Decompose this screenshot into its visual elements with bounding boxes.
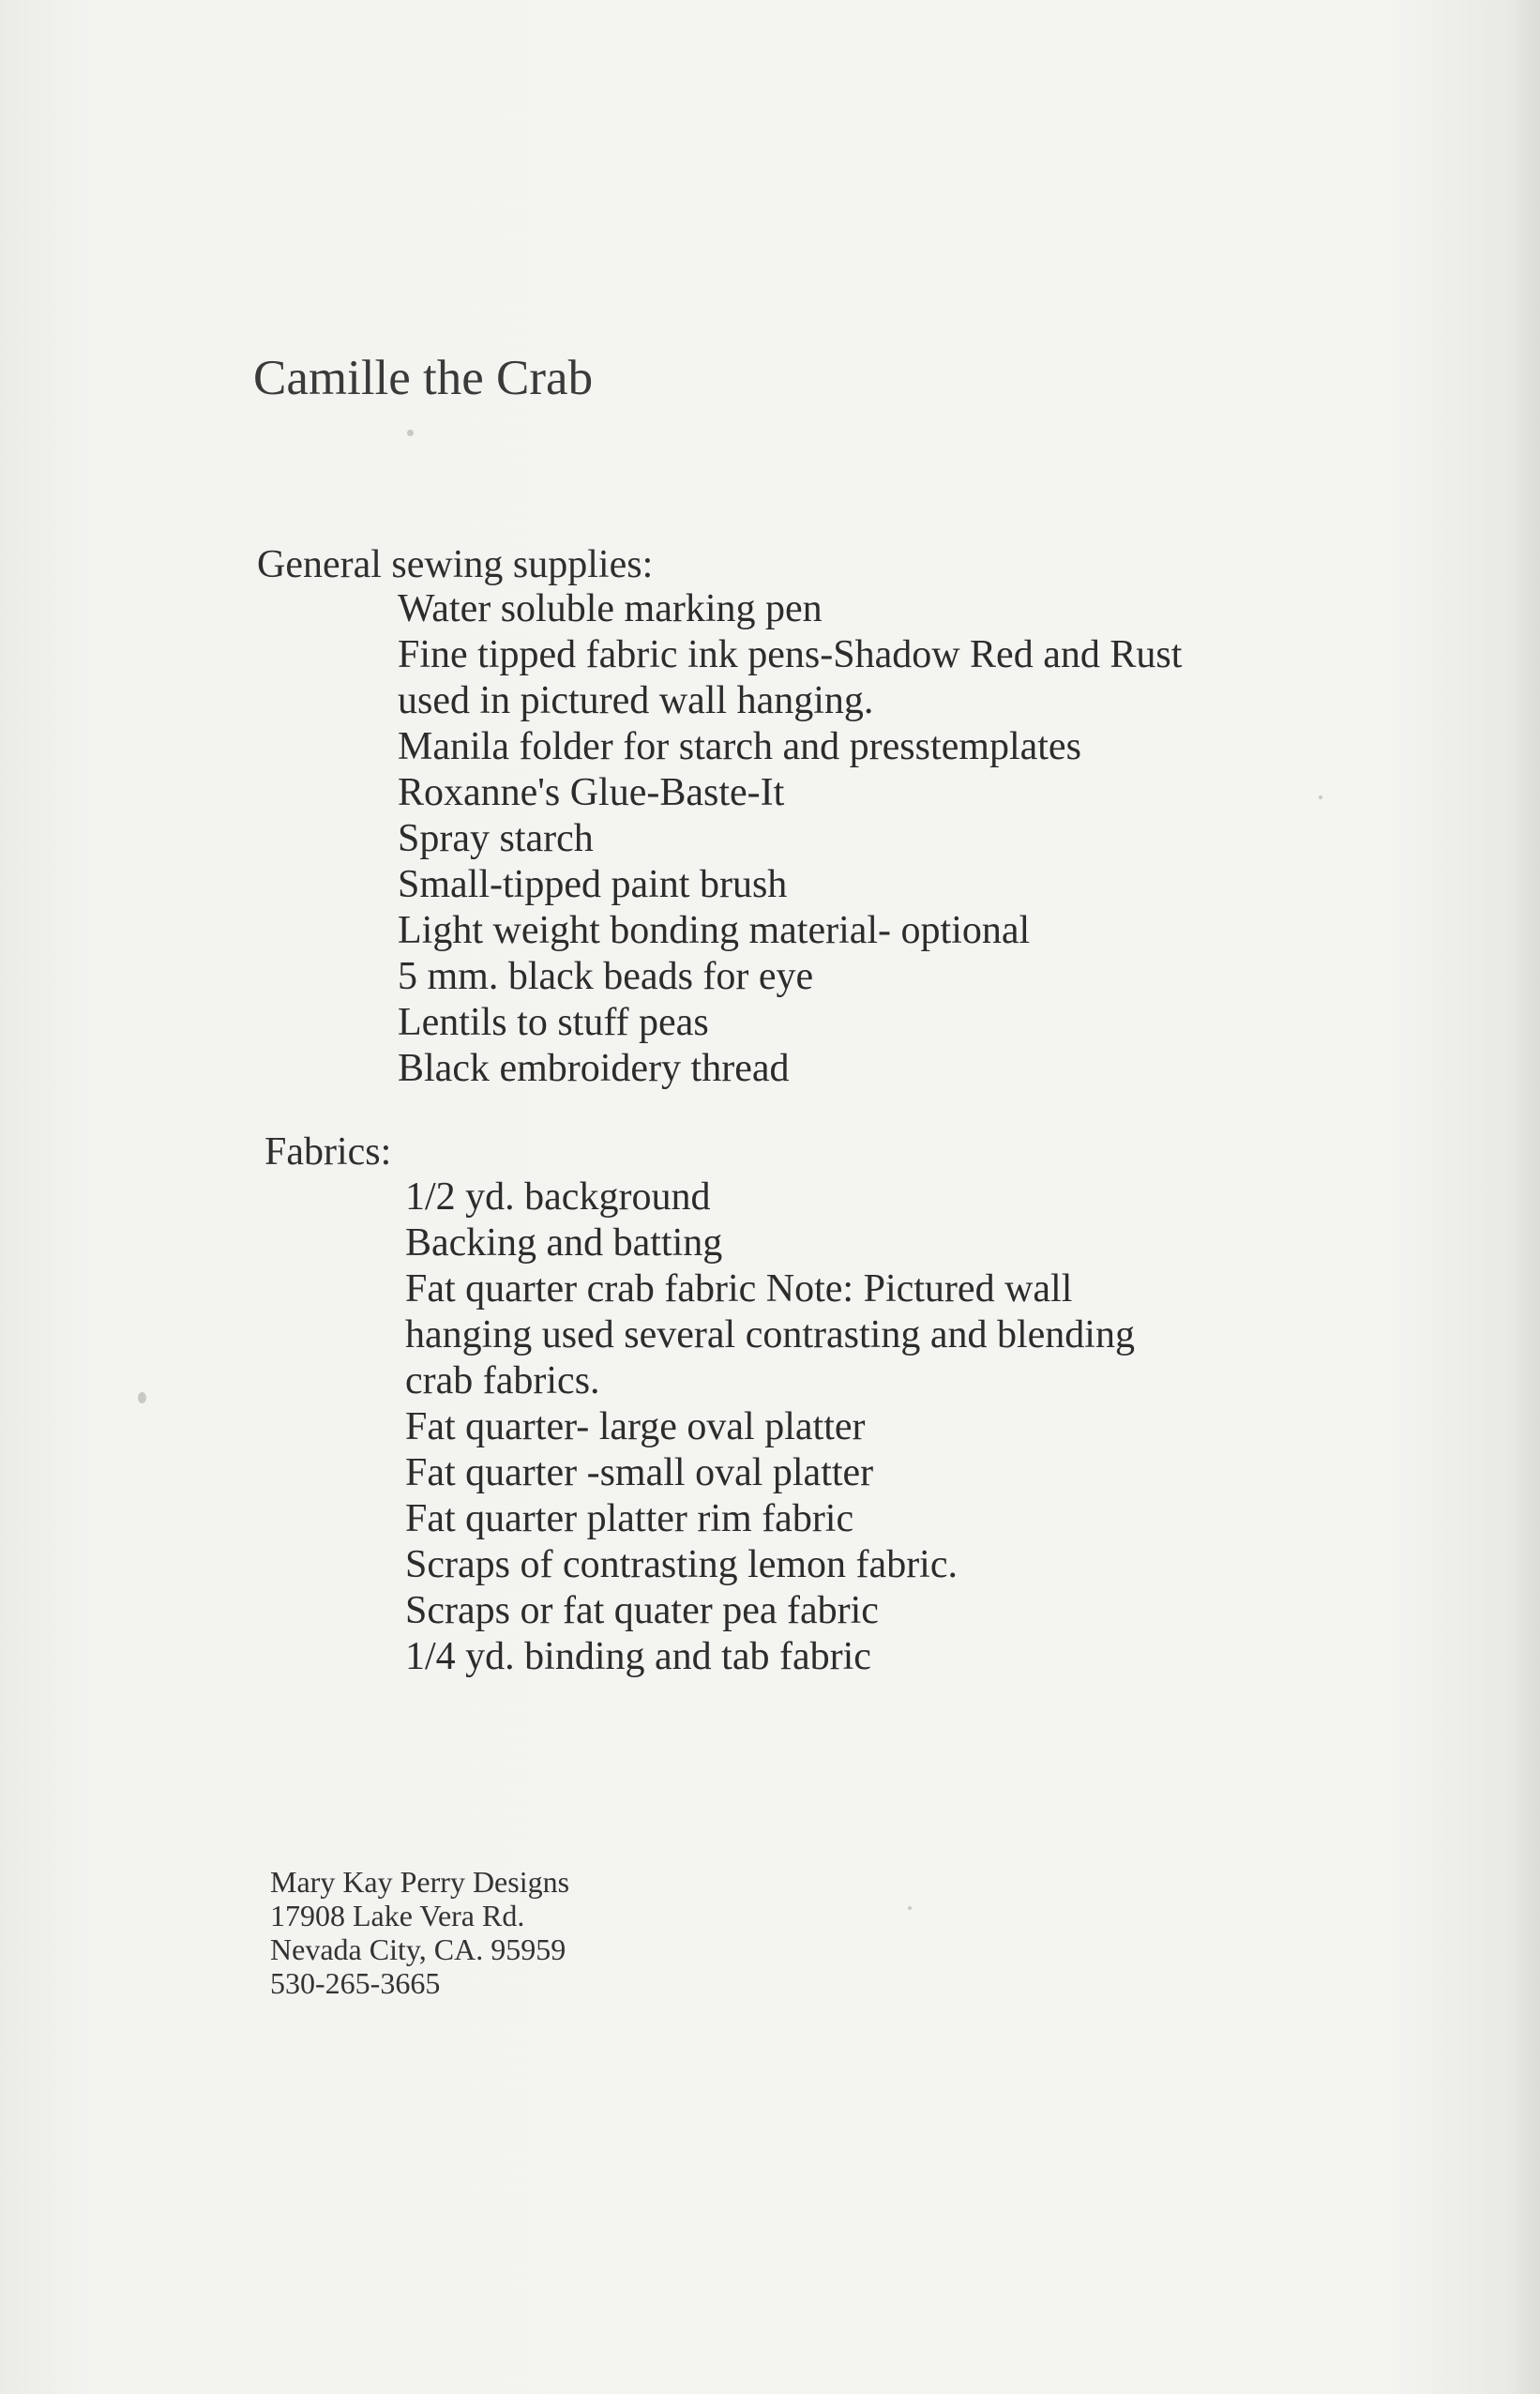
fabric-item: 1/4 yd. binding and tab fabric	[405, 1635, 871, 1678]
fabric-item: Scraps of contrasting lemon fabric.	[405, 1543, 958, 1586]
supply-item: Light weight bonding material- optional	[398, 909, 1031, 952]
fabric-item: Backing and batting	[405, 1221, 723, 1265]
supply-item: Spray starch	[398, 817, 594, 860]
fabrics-heading: Fabrics:	[264, 1130, 392, 1174]
fabric-item: Fat quarter -small oval platter	[405, 1451, 874, 1494]
supplies-list	[398, 586, 1182, 1092]
fabric-item: 1/2 yd. background	[405, 1175, 711, 1219]
paper-speck	[908, 1906, 912, 1910]
supply-item: Black embroidery thread	[398, 1047, 790, 1090]
supply-item: used in pictured wall hanging.	[398, 679, 874, 722]
document-title: Camille the Crab	[253, 351, 594, 405]
fabric-item: Fat quarter- large oval platter	[405, 1405, 866, 1448]
supply-item: Manila folder for starch and presstemplates	[398, 725, 1081, 768]
address-phone: 530-265-3665	[270, 1966, 441, 2000]
supply-item: Small-tipped paint brush	[398, 863, 788, 906]
supply-item: Lentils to stuff peas	[398, 1001, 709, 1044]
fabrics-list	[405, 1174, 1135, 1680]
fabric-item: crab fabrics.	[405, 1359, 600, 1402]
paper-speck	[138, 1392, 146, 1403]
fabric-item: Fat quarter crab fabric Note: Pictured wall	[405, 1267, 1073, 1311]
address-street: 17908 Lake Vera Rd.	[270, 1899, 525, 1932]
supplies-heading: General sewing supplies:	[257, 543, 654, 586]
address-city: Nevada City, CA. 95959	[270, 1932, 566, 1966]
fabric-item: Fat quarter platter rim fabric	[405, 1497, 854, 1540]
paper-speck	[407, 430, 414, 436]
supply-item: 5 mm. black beads for eye	[398, 955, 814, 998]
address-company: Mary Kay Perry Designs	[270, 1865, 570, 1899]
fabric-item: Scraps or fat quater pea fabric	[405, 1589, 879, 1632]
supply-item: Water soluble marking pen	[398, 587, 823, 630]
supply-item: Roxanne's Glue-Baste-It	[398, 771, 785, 814]
fabric-item: hanging used several contrasting and blending	[405, 1313, 1135, 1356]
designer-address	[270, 1865, 569, 2000]
paper-speck	[1319, 795, 1322, 799]
supply-item: Fine tipped fabric ink pens-Shadow Red and Rust	[398, 633, 1183, 676]
